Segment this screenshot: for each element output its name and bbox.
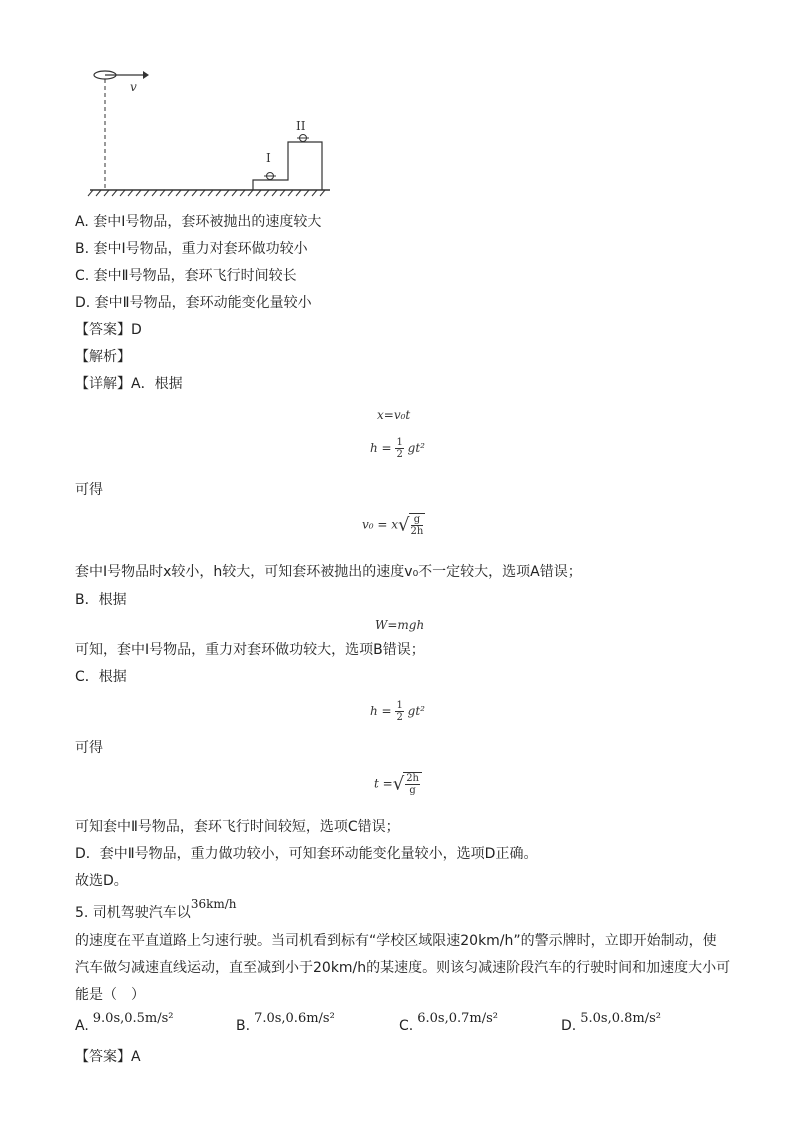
kede-2: 可得 xyxy=(75,740,103,756)
q5-option-a-letter: A. xyxy=(75,1018,89,1034)
equation-x: x=v₀t xyxy=(377,408,411,422)
item2-label: II xyxy=(296,119,306,133)
answer-line xyxy=(75,320,142,340)
q5-stem-line4: 能是（ ） xyxy=(75,987,145,1003)
q5-stem-line1 xyxy=(75,897,237,923)
eq-v0-num: g xyxy=(411,514,424,526)
answer-label: 【答案】 xyxy=(75,322,131,338)
q5-answer-line xyxy=(75,1047,141,1067)
option-b: B. 套中Ⅰ号物品，重力对套环做功较小 xyxy=(75,241,308,257)
q5-option-d xyxy=(561,1011,661,1034)
item1-label: I xyxy=(266,151,271,165)
sqrt-icon: √ xyxy=(398,514,410,536)
detail-a-intro: 【详解】A．根据 xyxy=(75,376,183,392)
eq-v0-left: v₀ = x xyxy=(362,517,399,532)
q5-option-b-letter: B. xyxy=(236,1018,251,1034)
q5-answer-label: 【答案】 xyxy=(75,1049,131,1065)
q5-speed: 36km/h xyxy=(190,897,237,911)
detail-d-conclusion: D．套中Ⅱ号物品，重力做功较小，可知套环动能变化量较小，选项D正确。 xyxy=(75,846,538,862)
eq-h2-num: 1 xyxy=(396,700,403,711)
answer-value: D xyxy=(131,322,142,338)
eq-v0-frac xyxy=(411,514,424,537)
q5-stem-part1: 5. 司机驾驶汽车以 xyxy=(75,905,191,921)
kede-1: 可得 xyxy=(75,482,103,498)
q5-option-b-value: 7.0s,0.6m/s² xyxy=(254,1011,335,1026)
q5-option-c-letter: C. xyxy=(399,1018,414,1034)
eq-h-den: 2 xyxy=(396,449,403,460)
q5-option-c xyxy=(399,1011,498,1034)
eq-t-num: 2h xyxy=(406,773,419,784)
eq-h2-left: h = xyxy=(370,704,392,718)
analysis-label: 【解析】 xyxy=(75,349,131,365)
eq-h-num: 1 xyxy=(396,437,403,448)
eq-h-left: h = xyxy=(370,441,392,455)
eq-t-den: g xyxy=(409,785,416,796)
equation-w: W=mgh xyxy=(375,618,425,632)
q5-option-d-value: 5.0s,0.8m/s² xyxy=(580,1011,661,1026)
option-c: C. 套中Ⅱ号物品，套环飞行时间较长 xyxy=(75,268,297,284)
eq-h-frac xyxy=(395,437,403,460)
eq-v0-den: 2h xyxy=(410,526,424,537)
equation-v0 xyxy=(362,513,425,537)
q5-stem-line3: 汽车做匀减速直线运动，直至减到小于20km/h的某速度。则该匀减速阶段汽车的行驶时间和加速度大小可 xyxy=(75,960,731,976)
q5-option-a xyxy=(75,1011,174,1034)
velocity-label: v xyxy=(130,80,137,94)
q5-option-b xyxy=(236,1011,335,1034)
final-choice: 故选D。 xyxy=(75,873,128,889)
eq-h-right: gt² xyxy=(407,441,425,455)
q5-stem-line2: 的速度在平直道路上匀速行驶。当司机看到标有“学校区域限速20km/h”的警示牌时，立即开始制动，使 xyxy=(75,933,717,949)
eq-t-frac xyxy=(405,773,420,796)
detail-a-conclusion: 套中Ⅰ号物品时x较小，h较大，可知套环被抛出的速度v₀不一定较大，选项A错误； xyxy=(75,564,582,580)
equation-h-2 xyxy=(370,700,425,723)
q5-option-d-letter: D. xyxy=(561,1018,577,1034)
eq-h2-frac xyxy=(395,700,403,723)
q5-option-c-value: 6.0s,0.7m/s² xyxy=(417,1011,498,1026)
equation-h xyxy=(370,437,425,460)
q5-answer-value: A xyxy=(131,1049,141,1065)
eq-h2-den: 2 xyxy=(396,712,403,723)
eq-h2-right: gt² xyxy=(407,704,425,718)
eq-t-left: t = xyxy=(374,776,393,791)
option-a: A. 套中Ⅰ号物品，套环被抛出的速度较大 xyxy=(75,214,322,230)
detail-c-intro: C．根据 xyxy=(75,669,127,685)
projectile-ring-figure xyxy=(85,65,335,200)
equation-t xyxy=(374,772,422,796)
detail-b-intro: B．根据 xyxy=(75,592,127,608)
q5-option-a-value: 9.0s,0.5m/s² xyxy=(92,1011,174,1026)
option-d: D. 套中Ⅱ号物品，套环动能变化量较小 xyxy=(75,295,312,311)
sqrt-icon-2: √ xyxy=(392,773,405,795)
detail-c-conclusion: 可知套中Ⅱ号物品，套环飞行时间较短，选项C错误； xyxy=(75,819,400,835)
detail-b-conclusion: 可知，套中Ⅰ号物品，重力对套环做功较大，选项B错误； xyxy=(75,642,425,658)
